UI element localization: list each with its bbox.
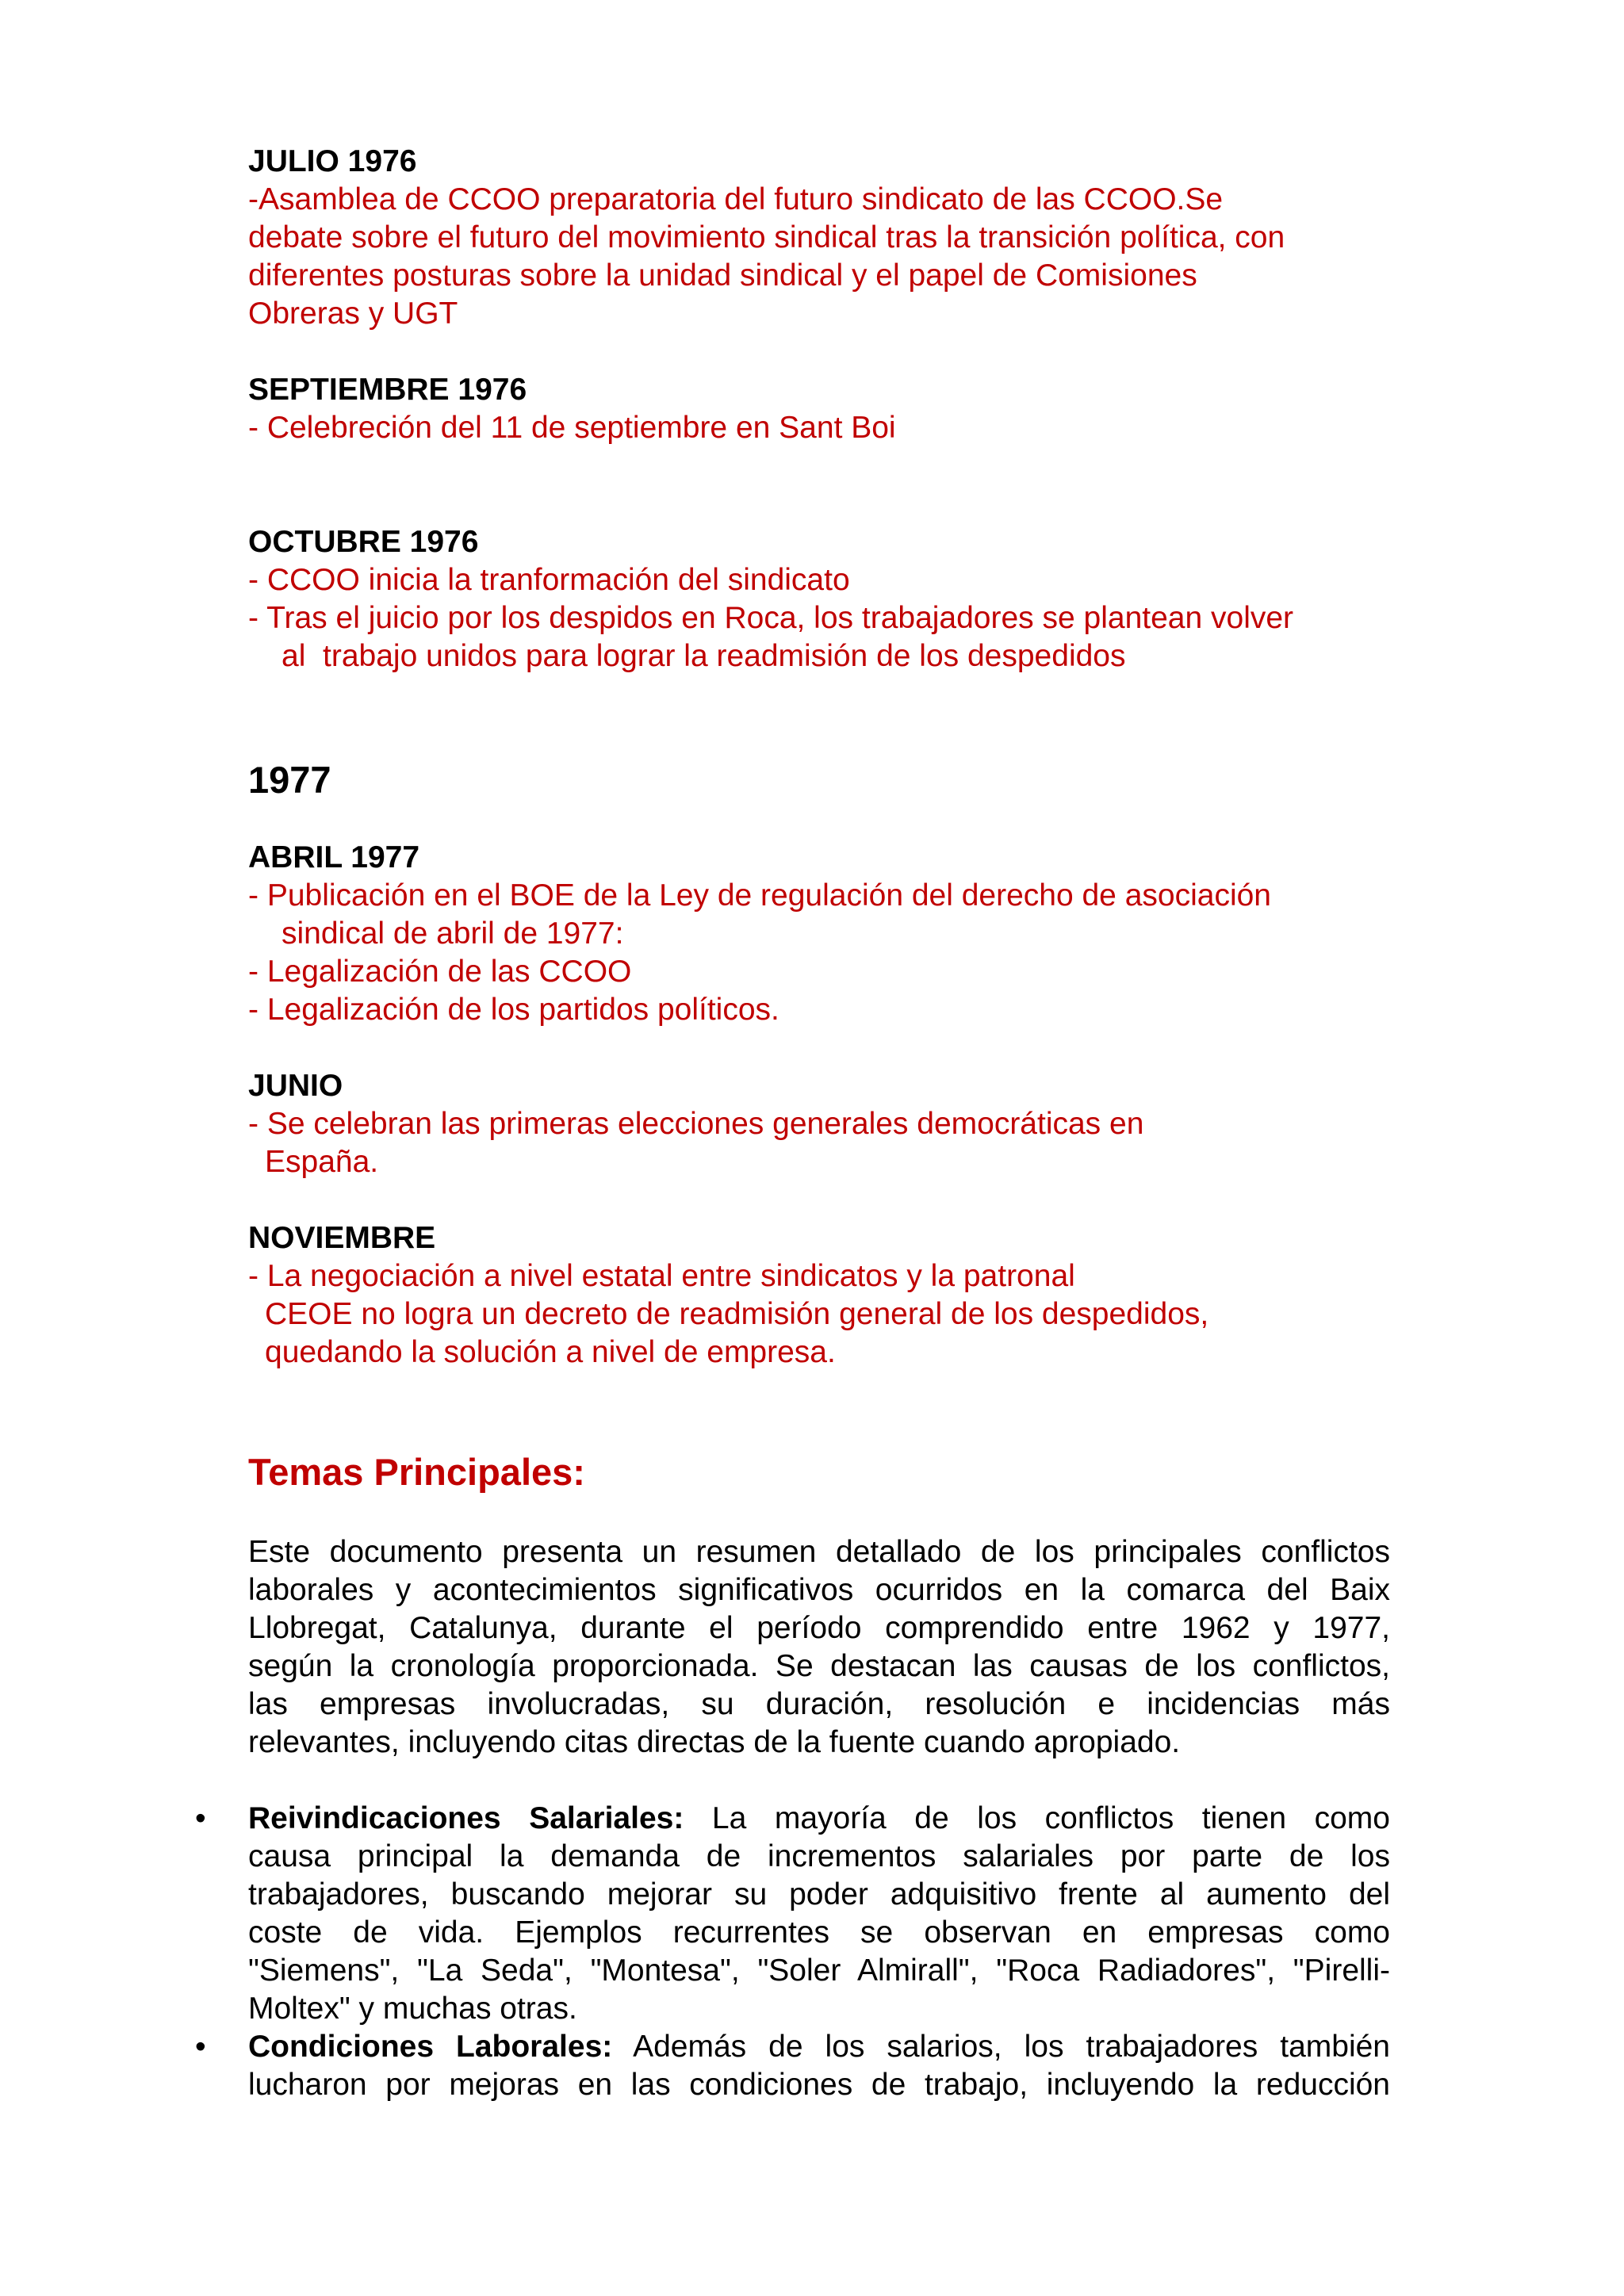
bullet-text-line: Moltex" y muchas otras. [248,1992,577,2026]
bullet-point: • [195,2030,206,2064]
bullet-text: La mayoría de los conflictos tienen como [684,1801,1390,1835]
intro-paragraph-line: laborales y acontecimientos significativos ocurridos en la comarca del Baix [248,1573,1390,1607]
bullet-text-line: coste de vida. Ejemplos recurrentes se observan en empresas como [248,1915,1390,1950]
month-heading-abril-1977: ABRIL 1977 [248,840,420,874]
timeline-entry-line: - Tras el juicio por los despidos en Roca, los trabajadores se plantean volver [248,601,1294,635]
timeline-entry-line: - Publicación en el BOE de la Ley de regulación del derecho de asociación [248,878,1271,913]
intro-paragraph-line: Este documento presenta un resumen detallado de los principales conflictos [248,1535,1390,1569]
year-heading-1977: 1977 [248,759,331,801]
month-heading-septiembre-1976: SEPTIEMBRE 1976 [248,373,527,407]
timeline-entry-line: CEOE no logra un decreto de readmisión general de los despedidos, [265,1297,1209,1331]
timeline-entry-line: - Legalización de las CCOO [248,955,632,989]
timeline-entry-line: - Se celebran las primeras elecciones generales democráticas en [248,1107,1144,1141]
timeline-entry-line: España. [265,1145,379,1179]
bullet-item-salariales-first-line [248,1800,1390,1838]
timeline-entry-line: quedando la solución a nivel de empresa. [265,1335,836,1369]
timeline-entry-line: diferentes posturas sobre la unidad sindical y el papel de Comisiones [248,258,1197,293]
timeline-entry-line: - Legalización de los partidos políticos. [248,993,779,1027]
bullet-text: Además de los salarios, los trabajadores también [612,2030,1390,2064]
timeline-entry-line: Obreras y UGT [248,297,458,331]
bullet-point: • [195,1801,206,1835]
month-heading-julio-1976: JULIO 1976 [248,144,417,178]
bullet-item-condiciones-first-line [248,2028,1390,2066]
timeline-entry-line: - La negociación a nivel estatal entre sindicatos y la patronal [248,1259,1075,1293]
intro-paragraph-line: según la cronología proporcionada. Se destacan las causas de los conflictos, [248,1649,1390,1683]
bullet-text-line: "Siemens", "La Seda", "Montesa", "Soler Almirall", "Roca Radiadores", "Pirelli- [248,1954,1390,1988]
timeline-entry-line: - CCOO inicia la tranformación del sindicato [248,563,850,597]
section-title-temas: Temas Principales: [248,1451,585,1493]
timeline-entry-line: - Celebreción del 11 de septiembre en Sant Boi [248,411,896,445]
timeline-entry-line: al trabajo unidos para lograr la readmisión de los despedidos [282,639,1126,673]
timeline-entry-line: debate sobre el futuro del movimiento sindical tras la transición política, con [248,220,1285,254]
bullet-text-line: lucharon por mejoras en las condiciones de trabajo, incluyendo la reducción [248,2068,1390,2102]
intro-paragraph-line: las empresas involucradas, su duración, resolución e incidencias más [248,1687,1390,1721]
bullet-text-line: trabajadores, buscando mejorar su poder adquisitivo frente al aumento del [248,1877,1390,1911]
timeline-entry-line: -Asamblea de CCOO preparatoria del futuro sindicato de las CCOO.Se [248,182,1224,216]
intro-paragraph-line: relevantes, incluyendo citas directas de la fuente cuando apropiado. [248,1725,1181,1759]
bullet-label: Condiciones Laborales: [248,2030,613,2064]
bullet-label: Reivindicaciones Salariales: [248,1801,684,1835]
intro-paragraph-line: Llobregat, Catalunya, durante el período comprendido entre 1962 y 1977, [248,1611,1390,1645]
month-heading-junio: JUNIO [248,1069,343,1103]
bullet-text-line: causa principal la demanda de incrementos salariales por parte de los [248,1839,1390,1873]
timeline-entry-line: sindical de abril de 1977: [282,916,624,951]
month-heading-noviembre: NOVIEMBRE [248,1221,436,1255]
month-heading-octubre-1976: OCTUBRE 1976 [248,525,479,559]
